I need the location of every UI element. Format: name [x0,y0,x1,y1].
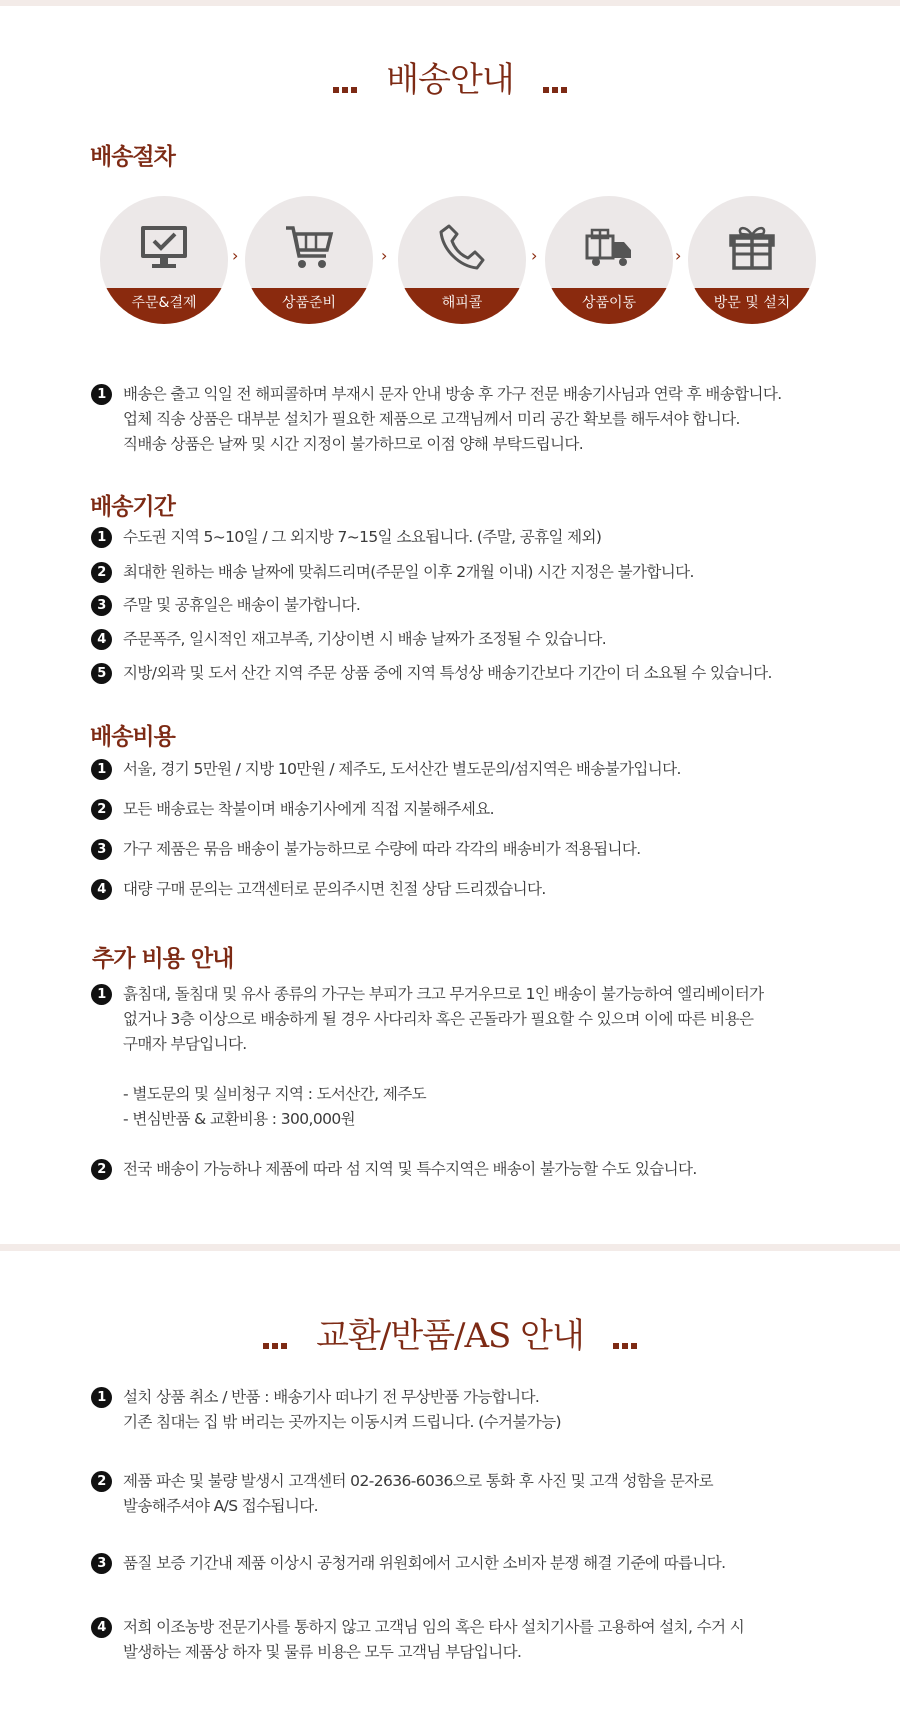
step-label: 상품준비 [245,288,373,324]
number-badge: 1 [91,384,112,405]
number-badge: 3 [91,1553,112,1574]
exchange-item [92,1615,812,1665]
cost-item-text: 서울, 경기 5만원 / 지방 10만원 / 제주도, 도서산간 별도문의/섬지역은 배송불가입니다. [123,760,681,778]
step-arrow: › [531,246,538,265]
cost-item [92,797,812,822]
period-item [92,560,812,585]
number-badge: 2 [91,1159,112,1180]
number-badge: 4 [91,1617,112,1638]
cost-item [92,757,812,782]
extra-heading: 추가 비용 안내 [92,946,234,972]
step-moving [545,196,673,324]
step-arrow: › [381,246,388,265]
number-badge: 2 [91,562,112,583]
number-badge: 2 [91,1471,112,1492]
exchange-item [92,1469,812,1519]
step-label: 해피콜 [398,288,526,324]
period-item-text: 주말 및 공휴일은 배송이 불가합니다. [123,596,361,614]
period-item [92,661,812,686]
number-badge: 4 [91,879,112,900]
cost-item-text: 대량 구매 문의는 고객센터로 문의주시면 친절 상담 드리겠습니다. [123,880,546,898]
period-item [92,627,812,652]
exchange-title: 교환/반품/AS 안내 [316,1316,584,1356]
step-label: 방문 및 설치 [688,288,816,324]
number-badge: 3 [91,595,112,616]
number-badge: 2 [91,799,112,820]
exchange-item-text: 제품 파손 및 불량 발생시 고객센터 02-2636-6036으로 통화 후 사진 및 고객 성함을 문자로 발송해주셔야 A/S 접수됩니다. [123,1472,714,1515]
step-label: 상품이동 [545,288,673,324]
period-item-text: 지방/외곽 및 도서 산간 지역 주문 상품 중에 지역 특성상 배송기간보다 기간이 더 소요될 수 있습니다. [123,664,772,682]
period-item [92,525,812,550]
gift-icon [727,222,777,272]
period-item [92,593,812,618]
delivery-title-row [0,52,900,102]
exchange-item [92,1551,812,1576]
period-item-text: 주문폭주, 일시적인 재고부족, 기상이변 시 배송 날짜가 조정될 수 있습니다. [123,630,607,648]
truck-icon [584,222,634,272]
exchange-item [92,1385,812,1435]
number-badge: 1 [91,759,112,780]
process-note [92,382,812,457]
title-dots-right [542,62,569,102]
cart-icon [284,222,334,272]
title-dots-left [331,62,358,102]
step-label: 주문&결제 [100,288,228,324]
phone-icon [437,222,487,272]
step-happy-call [398,196,526,324]
cost-item [92,877,812,902]
title-dots-right [612,1318,639,1358]
exchange-item-text: 설치 상품 취소 / 반품 : 배송기사 떠나기 전 무상반품 가능합니다. 기존 침대는 집 밖 버리는 곳까지는 이동시켜 드립니다. (수거불가능) [123,1388,561,1431]
extra-item-text: 전국 배송이 가능하나 제품에 따라 섬 지역 및 특수지역은 배송이 불가능할 수도 있습니다. [123,1160,697,1178]
number-badge: 1 [91,984,112,1005]
period-item-text: 최대한 원하는 배송 날짜에 맞춰드리며(주문일 이후 2개월 이내) 시간 지정은 불가합니다. [123,563,694,581]
number-badge: 3 [91,839,112,860]
step-preparing [245,196,373,324]
monitor-check-icon [139,222,189,272]
number-badge: 1 [91,527,112,548]
exchange-item-text: 품질 보증 기간내 제품 이상시 공청거래 위원회에서 고시한 소비자 분쟁 해결 기준에 따릅니다. [123,1554,726,1572]
section-divider [0,1244,900,1251]
process-note-text: 배송은 출고 익일 전 해피콜하며 부재시 문자 안내 방송 후 가구 전문 배송기사님과 연락 후 배송합니다. 업체 직송 상품은 대부분 설치가 필요한 제품으로 고객님께서 미리 공간 확보를 해두셔야 합니다. 직배송 상품은 날짜 및 시간 지정이 불가하므로 이점 양해 부탁드립니다. [123,385,782,453]
extra-item [92,982,812,1132]
period-heading: 배송기간 [90,494,175,520]
cost-heading: 배송비용 [90,724,175,750]
number-badge: 1 [91,1387,112,1408]
number-badge: 5 [91,663,112,684]
delivery-steps [0,196,900,326]
step-arrow: › [232,246,239,265]
step-visit-install [688,196,816,324]
cost-item-text: 모든 배송료는 착불이며 배송기사에게 직접 지불해주세요. [123,800,494,818]
exchange-item-text: 저희 이조농방 전문기사를 통하지 않고 고객님 임의 혹은 타사 설치기사를 고용하여 설치, 수거 시 발생하는 제품상 하자 및 물류 비용은 모두 고객님 부담입니다. [123,1618,745,1661]
period-item-text: 수도권 지역 5~10일 / 그 외지방 7~15일 소요됩니다. (주말, 공휴일 제외) [123,528,602,546]
process-heading: 배송절차 [90,144,175,170]
exchange-title-row [0,1308,900,1358]
step-order-payment [100,196,228,324]
delivery-title: 배송안내 [386,60,514,100]
extra-item [92,1157,812,1182]
top-divider [0,0,900,6]
step-arrow: › [675,246,682,265]
cost-item-text: 가구 제품은 묶음 배송이 불가능하므로 수량에 따라 각각의 배송비가 적용됩니다. [123,840,641,858]
cost-item [92,837,812,862]
title-dots-left [261,1318,288,1358]
number-badge: 4 [91,629,112,650]
extra-item-text: 흙침대, 돌침대 및 유사 종류의 가구는 부피가 크고 무거우므로 1인 배송이 불가능하여 엘리베이터가 없거나 3층 이상으로 배송하게 될 경우 사다리차 혹은 곤돌라가 필요할 수 있으며 이에 따른 비용은 구매자 부담입니다. - 별도문의 및 실비청구 지역 : 도서산간, 제주도 - 변심반품 & 교환비용 : 300,000원 [123,985,764,1128]
